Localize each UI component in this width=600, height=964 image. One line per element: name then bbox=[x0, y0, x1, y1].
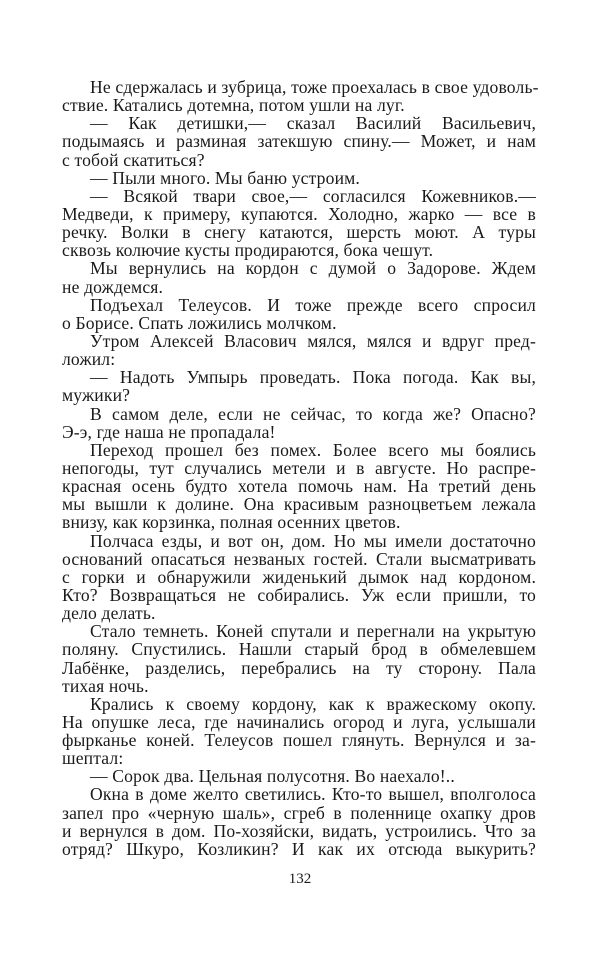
text-line: и вернулся в дом. По-хозяйски, видать, устроились. Что за bbox=[62, 820, 536, 841]
paragraph bbox=[62, 259, 536, 295]
text-line: поляну. Спустились. Нашли старый брод в обмелевшем bbox=[62, 639, 536, 660]
text-line: Кто? Возвращаться не собирались. Уж если пришли, то bbox=[62, 584, 536, 605]
page-body-text bbox=[62, 77, 539, 859]
text-line: сквозь колючие кусты продираются, бока чешут. bbox=[62, 240, 434, 261]
text-line: не дождемся. bbox=[62, 276, 164, 297]
text-line: Мы вернулись на кордон с думой о Задорове. Ждем bbox=[90, 258, 536, 279]
paragraph bbox=[62, 332, 536, 368]
paragraph bbox=[62, 785, 536, 858]
text-line: фырканье коней. Телеусов пошел глянуть. Вернулся и за- bbox=[62, 730, 536, 751]
text-line: Медведи, к примеру, купаются. Холодно, жарко — все в bbox=[62, 203, 536, 224]
text-line: Крались к своему кордону, как к вражескому окопу. bbox=[90, 693, 536, 714]
text-line: Э-э, где наша не пропадала! bbox=[62, 421, 276, 442]
paragraph bbox=[62, 169, 536, 187]
text-line: — Надоть Умпырь проведать. Пока погода. Как вы, bbox=[90, 367, 536, 388]
text-line: Лабёнке, разделись, перебрались на ту сторону. Пала bbox=[62, 657, 536, 678]
page-number: 132 bbox=[288, 871, 312, 887]
text-line: Подъехал Телеусов. И тоже прежде всего спросил bbox=[90, 294, 536, 315]
text-line: запел про «черную шаль», сгреб в поленнице охапку дров bbox=[62, 802, 536, 823]
text-line: красная осень будто хотела помочь нам. На третий день bbox=[62, 476, 536, 497]
text-line: Стало темнеть. Коней спутали и перегнали на укрытую bbox=[90, 621, 536, 642]
text-line: внизу, как корзинка, полная осенних цветов. bbox=[62, 512, 401, 533]
text-line: с тобой скатиться? bbox=[62, 149, 205, 170]
text-line: дело делать. bbox=[62, 603, 156, 624]
paragraph bbox=[62, 441, 536, 532]
text-line: тихая ночь. bbox=[62, 675, 149, 696]
paragraph bbox=[62, 296, 536, 332]
text-line: мы вышли к долине. Она красивым разноцветьем лежала bbox=[62, 494, 536, 515]
paragraph bbox=[62, 695, 536, 768]
paragraph bbox=[62, 77, 539, 116]
text-line: с горки и обнаружили жиденький дымок над кордоном. bbox=[62, 566, 536, 587]
text-line: ложил: bbox=[62, 349, 116, 370]
text-line: — Всякой твари свое,— согласился Кожевников.— bbox=[90, 185, 536, 206]
text-line: мужики? bbox=[62, 385, 131, 406]
paragraph bbox=[62, 532, 536, 623]
text-line: Окна в доме желто светились. Кто-то вышел, вполголоса bbox=[90, 784, 536, 805]
paragraph bbox=[62, 368, 536, 404]
text-line: шептал: bbox=[62, 748, 124, 769]
paragraph bbox=[62, 405, 536, 441]
text-line: — Пыли много. Мы баню устроим. bbox=[90, 167, 360, 188]
text-line: Не сдержалась и зубрица, тоже проехалась в свое удоволь- bbox=[90, 77, 539, 97]
text-line: Утром Алексей Власович мялся, мялся и вдруг пред- bbox=[90, 330, 536, 351]
text-line: — Сорок два. Цельная полусотня. Во наехало!.. bbox=[90, 766, 455, 787]
text-line: — Как детишки,— сказал Василий Васильевич, bbox=[90, 113, 536, 134]
text-line: ствие. Катались дотемна, потом ушли на луг. bbox=[62, 95, 405, 116]
paragraph bbox=[62, 114, 536, 168]
text-line: Полчаса езды, и вот он, дом. Но мы имели достаточно bbox=[90, 530, 536, 551]
text-line: отряд? Шкуро, Козликин? И как их отсюда выкурить? bbox=[62, 838, 536, 859]
paragraph bbox=[62, 622, 536, 695]
text-line: В самом деле, если не сейчас, то когда же? Опасно? bbox=[90, 403, 536, 424]
paragraph bbox=[62, 187, 536, 260]
text-line: Переход прошел без помех. Более всего мы боялись bbox=[90, 439, 536, 460]
text-line: о Борисе. Спать ложились молчком. bbox=[62, 312, 337, 333]
text-line: оснований опасаться незваных гостей. Стали высматривать bbox=[62, 548, 536, 569]
paragraph bbox=[62, 767, 536, 785]
text-line: непогоды, тут случались метели и в августе. Но распре- bbox=[62, 457, 536, 478]
text-line: подымаясь и разминая затекшую спину.— Может, и нам bbox=[62, 131, 536, 152]
text-line: речку. Волки в снегу катаются, шерсть моют. А туры bbox=[62, 222, 536, 243]
text-line: На опушке леса, где начинались огород и луга, услышали bbox=[62, 711, 536, 732]
